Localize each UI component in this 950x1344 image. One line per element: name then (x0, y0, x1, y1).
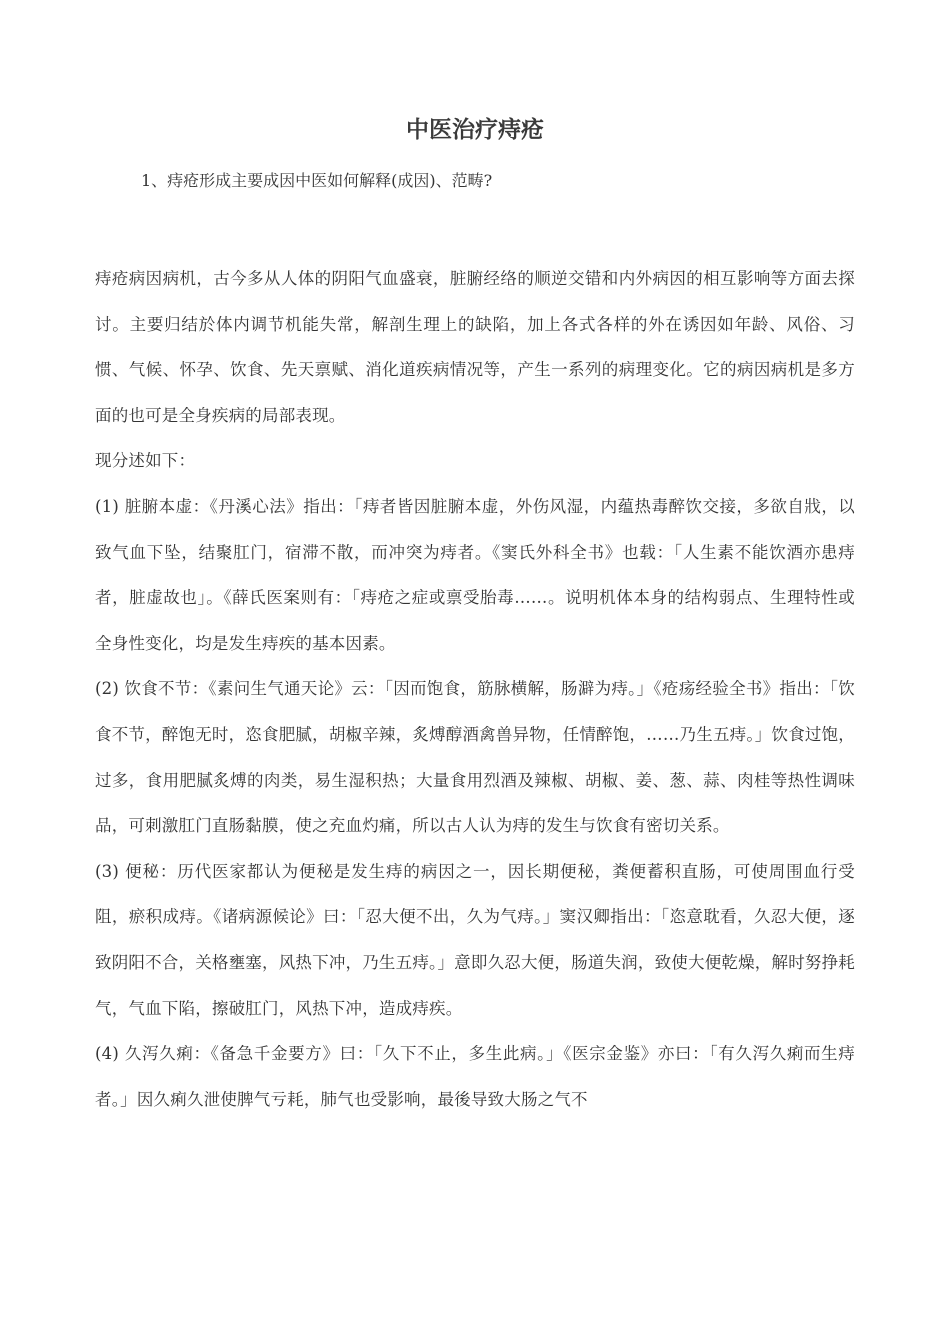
paragraph-cause-1: (1) 脏腑本虚：《丹溪心法》指出：「痔者皆因脏腑本虚，外伤风湿，内蕴热毒醉饮交接，多欲自戕，以致气血下坠，结聚肛门，宿滞不散，而冲突为痔者。《窦氏外科全书》也载：「人生素不能饮酒亦患痔者，脏虚故也」。《薛氏医案则有：「痔疮之症或禀受胎毒……。说明机体本身的结构弱点、生理特性或全身性变化，均是发生痔疾的基本因素。 (95, 496, 855, 653)
paragraph-cause-4: (4) 久泻久痢：《备急千金要方》曰：「久下不止，多生此病。」《医宗金鉴》亦曰：「有久泻久痢而生痔者。」因久痢久泄使脾气亏耗，肺气也受影响，最後导致大肠之气不 (95, 1044, 855, 1109)
paragraph-cause-3: (3) 便秘：历代医家都认为便秘是发生痔的病因之一，因长期便秘，粪便蓄积直肠，可使周围血行受阻，瘀积成痔。《诸病源候论》曰：「忍大便不出，久为气痔。」窦汉卿指出：「恣意耽看，久忍大便，逐致阴阳不合，关格壅塞，风热下冲，乃生五痔。」意即久忍大便，肠道失润，致使大便乾燥，解时努挣耗气，气血下陷，擦破肛门，风热下冲，造成痔疾。 (95, 861, 855, 1018)
paragraph-intro: 痔疮病因病机，古今多从人体的阴阳气血盛衰，脏腑经络的顺逆交错和内外病因的相互影响等方面去探讨。主要归结於体内调节机能失常，解剖生理上的缺陷，加上各式各样的外在诱因如年龄、风俗、习惯、气候、怀孕、饮食、先天禀赋、消化道疾病情况等，产生一系列的病理变化。它的病因病机是多方面的也可是全身疾病的局部表现。 (95, 269, 855, 425)
paragraph-overview: 现分述如下： (95, 451, 196, 471)
page-title: 中医治疗痔疮 (406, 117, 544, 143)
document-body (95, 256, 855, 1122)
question-heading: 1、痔疮形成主要成因中医如何解释(成因)、范畴? (141, 171, 493, 190)
paragraph-cause-2: (2) 饮食不节：《素问生气通天论》云：「因而饱食，筋脉横解，肠澼为痔。」《疮疡经验全书》指出：「饮食不节，醉饱无时，恣食肥腻，胡椒辛辣，炙煿醇酒禽兽异物，任情醉饱，……乃生五痔。」饮食过饱，过多，食用肥腻炙煿的肉类，易生湿积热；大量食用烈酒及辣椒、胡椒、姜、葱、蒜、肉桂等热性调味品，可刺激肛门直肠黏膜，使之充血灼痛，所以古人认为痔的发生与饮食有密切关系。 (95, 679, 855, 836)
